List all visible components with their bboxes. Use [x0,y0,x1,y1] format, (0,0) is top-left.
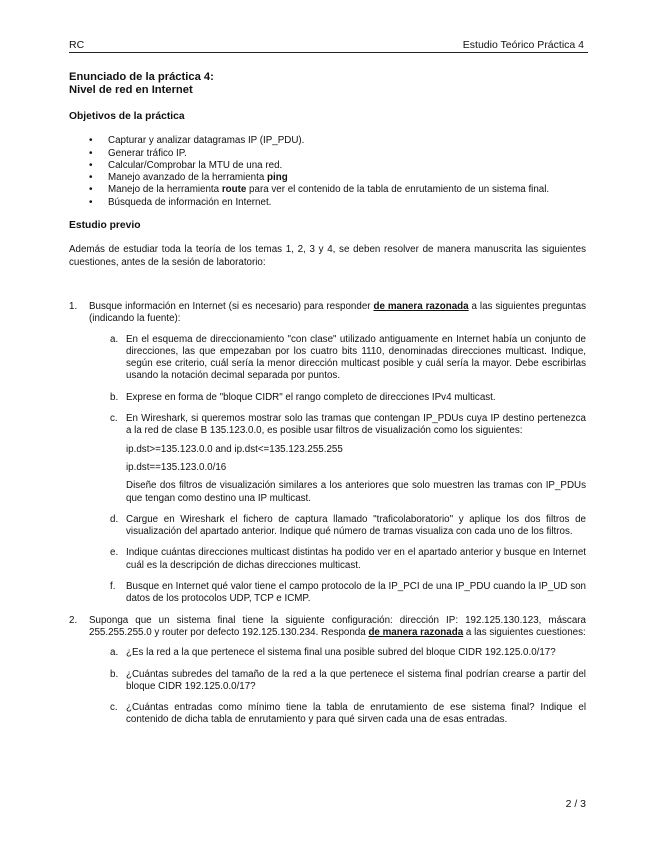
list-item: • Calcular/Comprobar la MTU de una red. [89,160,586,172]
page-number: 2 / 3 [565,798,586,810]
header-course: RC [69,39,85,51]
question-2b: b. ¿Cuántas subredes del tamaño de la red a la que pertenece el sistema final podrían crearse a partir del bloque CIDR 192.125.0.0/17? [110,668,586,692]
question-1b: b. Exprese en forma de "bloque CIDR" el rango completo de direcciones IPv4 multicast. [110,391,496,403]
header-divider [69,52,588,53]
objectives-list [69,135,586,209]
question-2: 2. Suponga que un sistema final tiene la siguiente configuración: dirección IP: 192.125.130.123, máscara 255.255.255.0 y router por defecto 192.125.130.234. Responda de manera razonada a las siguientes cuestiones: [69,614,586,638]
question-number: 2. [69,614,78,626]
question-1e: e. Indique cuántas direcciones multicast distintas ha podido ver en el apartado anterior y busque en Internet cuál es la descripción de dichas direcciones multicast. [110,547,586,571]
route-keyword: route [221,184,247,196]
emphasis: de manera razonada [368,626,464,638]
filter-example-1: ip.dst>=135.123.0.0 and ip.dst<=135.123.255.255 [126,443,343,455]
study-intro: Además de estudiar toda la teoría de los temas 1, 2, 3 y 4, se deben resolver de manera manuscrita las siguientes cuestiones, antes de la sesión de laboratorio: [69,244,586,268]
question-1: 1. Busque información en Internet (si es necesario) para responder de manera razonada a las siguientes preguntas (indicando la fuente): [69,300,586,325]
list-item: • Búsqueda de información en Internet. [89,197,586,209]
title-line-2: Nivel de red en Internet [69,84,193,96]
list-item: • Manejo avanzado de la herramienta ping [89,172,586,184]
question-1c: c. En Wireshark, si queremos mostrar solo las tramas que contengan IP_PDUs cuya IP destino pertenezca a la red de clase B 135.123.0.0, es posible usar filtros de visualización como los siguientes: [110,413,586,437]
objectives-heading: Objetivos de la práctica [69,111,185,122]
question-2a: a. ¿Es la red a la que pertenece el sistema final una posible subred del bloque CIDR 192.125.0.0/17? [110,647,556,659]
document-body [69,71,586,727]
ping-keyword: ping [267,172,288,184]
question-number: 1. [69,300,78,312]
question-2c: c. ¿Cuántas entradas como mínimo tiene la tabla de enrutamiento de ese sistema final? Indique el contenido de dicha tabla de enrutamiento y para qué sirven cada una de esas entradas. [110,702,586,726]
study-heading: Estudio previo [69,220,141,232]
document-title [69,71,586,97]
list-item: • Generar tráfico IP. [89,148,586,160]
list-item: • Capturar y analizar datagramas IP (IP_PDU). [89,135,586,147]
question-1d: d. Cargue en Wireshark el fichero de captura llamado "traficolaboratorio" y aplique los dos filtros de visualización del apartado anterior. Indique qué número de tramas visualiza con cada uno de los filtros. [110,513,586,538]
filter-example-2: ip.dst==135.123.0.0/16 [126,461,227,473]
question-1a: a. En el esquema de direccionamiento "con clase" utilizado antiguamente en Internet había un conjunto de direcciones, las que empezaban por los cuatro bits 1110, denominadas direcciones multicast. Indique, según ese criterio, cuál sería la menor dirección multicast posible y cuál sería la mayor. Debe escribirlas usando la notación decimal separada por puntos. [110,333,586,382]
question-1c-continuation: Diseñe dos filtros de visualización similares a los anteriores que solo muestren las tramas con IP_PDUs que tengan como destino una IP multicast. [126,480,586,504]
header-document-title: Estudio Teórico Práctica 4 [462,39,584,51]
page-header [69,39,586,51]
list-item: • Manejo de la herramienta route para ver el contenido de la tabla de enrutamiento de un sistema final. [89,184,586,196]
title-line-1: Enunciado de la práctica 4: [69,71,214,83]
emphasis: de manera razonada [373,300,469,312]
question-1f: f. Busque en Internet qué valor tiene el campo protocolo de la IP_PCI de una IP_PDU cuando la IP_UD son datos de los protocolos UDP, TCP e ICMP. [110,581,586,605]
